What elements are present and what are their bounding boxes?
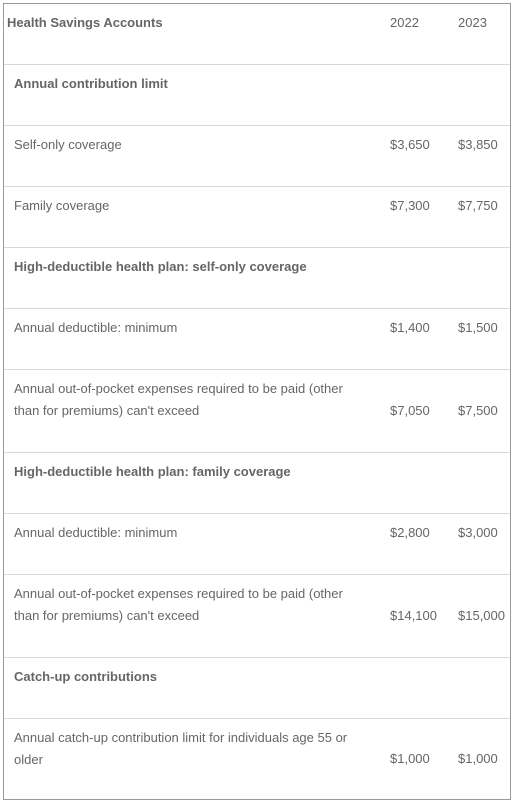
value-2022: $1,400 <box>390 320 430 335</box>
column-header-2022: 2022 <box>390 15 419 30</box>
value-2022: $7,300 <box>390 198 430 213</box>
section-row <box>4 453 510 514</box>
section-label: High-deductible health plan: family coverage <box>14 464 291 479</box>
row-label: Annual deductible: minimum <box>14 525 178 540</box>
section-row <box>4 65 510 126</box>
table-row <box>4 309 510 370</box>
row-label: Family coverage <box>14 198 110 213</box>
value-2023: $3,850 <box>458 137 498 152</box>
value-2022: $1,000 <box>390 751 430 766</box>
table-row <box>4 514 510 575</box>
row-label: Annual deductible: minimum <box>14 320 178 335</box>
table-row <box>4 719 510 799</box>
row-label: Annual out-of-pocket expenses required to be paid (other than for premiums) can't exceed <box>14 586 343 623</box>
value-2022: $7,050 <box>390 403 430 418</box>
hsa-limits-table <box>3 3 511 800</box>
value-2023: $1,000 <box>458 751 498 766</box>
section-label: Catch-up contributions <box>14 669 157 684</box>
value-2023: $7,750 <box>458 198 498 213</box>
table-title: Health Savings Accounts <box>7 15 163 30</box>
table-row <box>4 187 510 248</box>
table-row <box>4 126 510 187</box>
section-label: High-deductible health plan: self-only coverage <box>14 259 307 274</box>
value-2022: $14,100 <box>390 608 437 623</box>
value-2022: $2,800 <box>390 525 430 540</box>
row-label: Annual out-of-pocket expenses required to be paid (other than for premiums) can't exceed <box>14 381 343 418</box>
section-label: Annual contribution limit <box>14 76 168 91</box>
table-row <box>4 575 510 658</box>
row-label: Annual catch-up contribution limit for individuals age 55 or older <box>14 730 348 767</box>
value-2023: $7,500 <box>458 403 498 418</box>
column-header-2023: 2023 <box>458 15 487 30</box>
value-2023: $1,500 <box>458 320 498 335</box>
table-row <box>4 370 510 453</box>
header-row <box>4 4 510 65</box>
value-2023: $15,000 <box>458 608 505 623</box>
section-row <box>4 658 510 719</box>
value-2022: $3,650 <box>390 137 430 152</box>
value-2023: $3,000 <box>458 525 498 540</box>
section-row <box>4 248 510 309</box>
row-label: Self-only coverage <box>14 137 122 152</box>
